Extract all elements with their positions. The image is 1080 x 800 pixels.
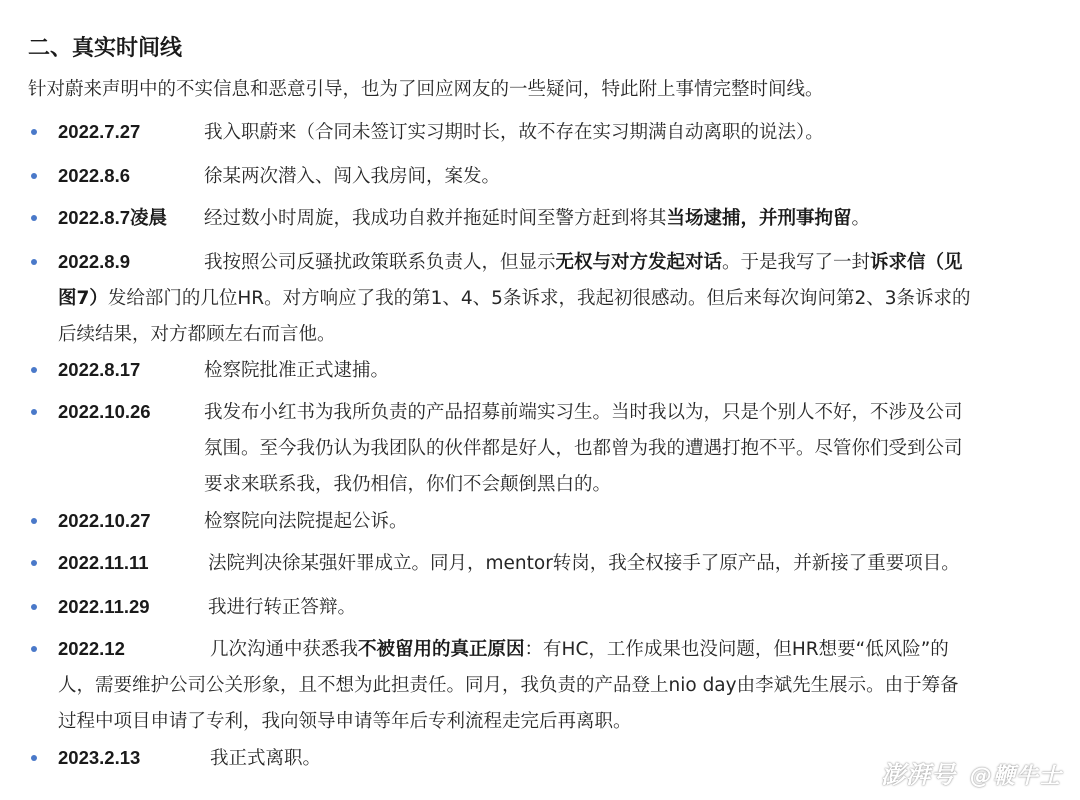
timeline-text-line: 要求来联系我，我仍相信，你们不会颠倒黑白的。 <box>204 474 612 495</box>
bullet-icon <box>31 604 37 610</box>
timeline-text-emphasis: 无权与对方发起对话 <box>555 252 723 273</box>
timeline-text-line <box>58 394 1048 431</box>
timeline-text-part: 。 <box>851 208 871 229</box>
timeline-text: 检察院向法院提起公诉。 <box>204 511 408 532</box>
timeline-date: 2022.7.27 <box>58 121 141 142</box>
bullet-icon <box>31 560 37 566</box>
timeline-date: 2022.11.11 <box>58 552 149 573</box>
watermark <box>881 755 1062 790</box>
timeline-date: 2022.10.27 <box>58 510 151 531</box>
timeline-item <box>58 394 1048 503</box>
timeline-item <box>58 545 1048 582</box>
timeline-text-part: ：有HC，工作成果也没问题，但HR想要“低风险”的 <box>524 639 949 660</box>
timeline-date: 2022.8.9 <box>58 251 131 272</box>
watermark-logo: 澎湃号 <box>880 761 956 789</box>
timeline-text-line: 过程中项目申请了专利，我向领导申请等年后专利流程走完后再离职。 <box>58 711 632 732</box>
timeline-text-line: 人，需要维护公司公关形象，且不想为此担责任。同月，我负责的产品登上nio day由李斌先生展示。由于筹备 <box>58 675 959 696</box>
timeline-item <box>58 589 1048 626</box>
timeline-text-emphasis: 图7） <box>58 288 108 309</box>
timeline-text: 我进行转正答辩。 <box>208 597 357 618</box>
bullet-icon <box>31 367 37 373</box>
timeline-date-value: 2022.8.7 <box>58 207 131 228</box>
timeline-item <box>58 244 1048 353</box>
timeline-text-part: 几次沟通中获悉我 <box>210 639 359 660</box>
timeline-text-part: 经过数小时周旋，我成功自救并拖延时间至警方赶到将其 <box>204 208 667 229</box>
timeline-text: 检察院批准正式逮捕。 <box>204 360 390 381</box>
bullet-icon <box>31 518 37 524</box>
timeline-item <box>58 503 1048 540</box>
timeline-date <box>58 200 204 236</box>
bullet-icon <box>31 129 37 135</box>
timeline-text <box>204 208 870 229</box>
section-heading: 二、真实时间线 <box>28 36 183 61</box>
timeline-item <box>58 114 1048 151</box>
timeline-text-part: 我按照公司反骚扰政策联系负责人，但显示 <box>204 252 556 273</box>
timeline-text: 我入职蔚来（合同未签订实习期时长，故不存在实习期满自动离职的说法）。 <box>204 122 824 143</box>
timeline-text: 法院判决徐某强奸罪成立。同月，mentor转岗，我全权接手了原产品，并新接了重要项目。 <box>208 553 960 574</box>
timeline-item <box>58 352 1048 389</box>
timeline-item <box>58 631 1048 740</box>
timeline-item <box>58 200 1048 237</box>
timeline-text-line <box>58 281 1048 317</box>
timeline-date: 2022.11.29 <box>58 596 150 617</box>
bullet-icon <box>31 646 37 652</box>
watermark-account: @鞭牛士 <box>969 764 1062 789</box>
bullet-icon <box>31 173 37 179</box>
timeline-text: 我正式离职。 <box>210 748 322 769</box>
bullet-icon <box>31 259 37 265</box>
timeline-text-part: 。于是我写了一封 <box>722 252 871 273</box>
timeline-text-line <box>58 244 1048 281</box>
timeline-date: 2023.2.13 <box>58 747 141 768</box>
bullet-icon <box>31 409 37 415</box>
timeline-text-part: 发给部门的几位HR。对方响应了我的第1、4、5条诉求，我起初很感动。但后来每次询问第2、3条诉求的 <box>107 288 971 309</box>
timeline-date: 2022.8.6 <box>58 165 131 186</box>
timeline-text-line <box>58 631 1048 668</box>
timeline-item <box>58 158 1048 195</box>
timeline-date-suffix: 凌晨 <box>130 207 168 228</box>
timeline-date: 2022.12 <box>58 638 125 659</box>
timeline-text-line: 后续结果，对方都顾左右而言他。 <box>58 324 336 345</box>
timeline-text: 徐某两次潜入、闯入我房间，案发。 <box>204 166 501 187</box>
timeline-text-emphasis: 当场逮捕，并刑事拘留 <box>666 208 852 229</box>
timeline-date: 2022.8.17 <box>58 359 141 380</box>
intro-paragraph: 针对蔚来声明中的不实信息和恶意引导，也为了回应网友的一些疑问，特此附上事情完整时间线。 <box>28 79 824 100</box>
bullet-icon <box>31 215 37 221</box>
timeline-text-line: 氛围。至今我仍认为我团队的伙伴都是好人，也都曾为我的遭遇打抱不平。尽管你们受到公司 <box>204 438 963 459</box>
timeline-date: 2022.10.26 <box>58 401 151 422</box>
timeline-text-emphasis: 诉求信（见 <box>870 252 963 273</box>
timeline-text-part: 我发布小红书为我所负责的产品招募前端实习生。当时我以为，只是个别人不好，不涉及公司 <box>204 402 963 423</box>
bullet-icon <box>31 755 37 761</box>
timeline-text-emphasis: 不被留用的真正原因 <box>358 639 525 660</box>
